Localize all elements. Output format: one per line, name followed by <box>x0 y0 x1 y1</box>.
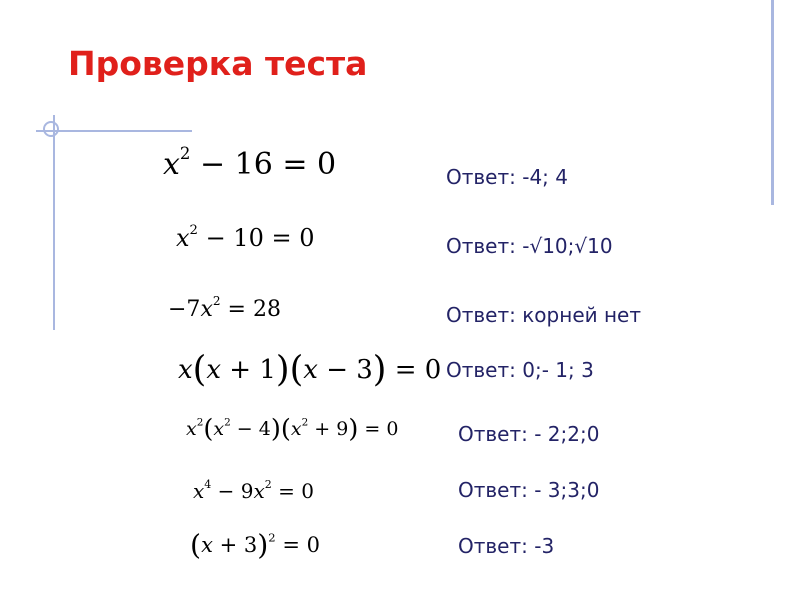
equation-5: $x^2(x^2 - 4)(x^2 + 9) = 0$ <box>186 414 399 445</box>
answer-4: Ответ: 0;- 1; 3 <box>446 358 594 382</box>
slide-title: Проверка теста <box>68 44 368 83</box>
equation-2: $x^2 - 10 = 0$ <box>176 223 315 252</box>
equation-1: $x^2 - 16 = 0$ <box>163 144 337 182</box>
answer-1: Ответ: -4; 4 <box>446 165 568 189</box>
answer-3: Ответ: корней нет <box>446 303 642 327</box>
equation-6: $x^4 - 9x^2 = 0$ <box>193 478 314 503</box>
answer-6: Ответ: - 3;3;0 <box>458 478 600 502</box>
decorative-horizontal-line <box>36 130 192 132</box>
answer-2: Ответ: -√10;√10 <box>446 234 613 258</box>
equation-4: x(x + 1)(x − 3) = 0 <box>178 348 442 390</box>
decorative-right-line <box>771 0 774 205</box>
answer-5: Ответ: - 2;2;0 <box>458 422 600 446</box>
equation-3: $-7x^2 = 28$ <box>168 294 281 322</box>
answer-7: Ответ: -3 <box>458 534 555 558</box>
equation-7: $(x + 3)^2 = 0$ <box>190 528 320 562</box>
decorative-vertical-line <box>53 115 55 330</box>
decorative-circle-icon <box>43 121 59 137</box>
